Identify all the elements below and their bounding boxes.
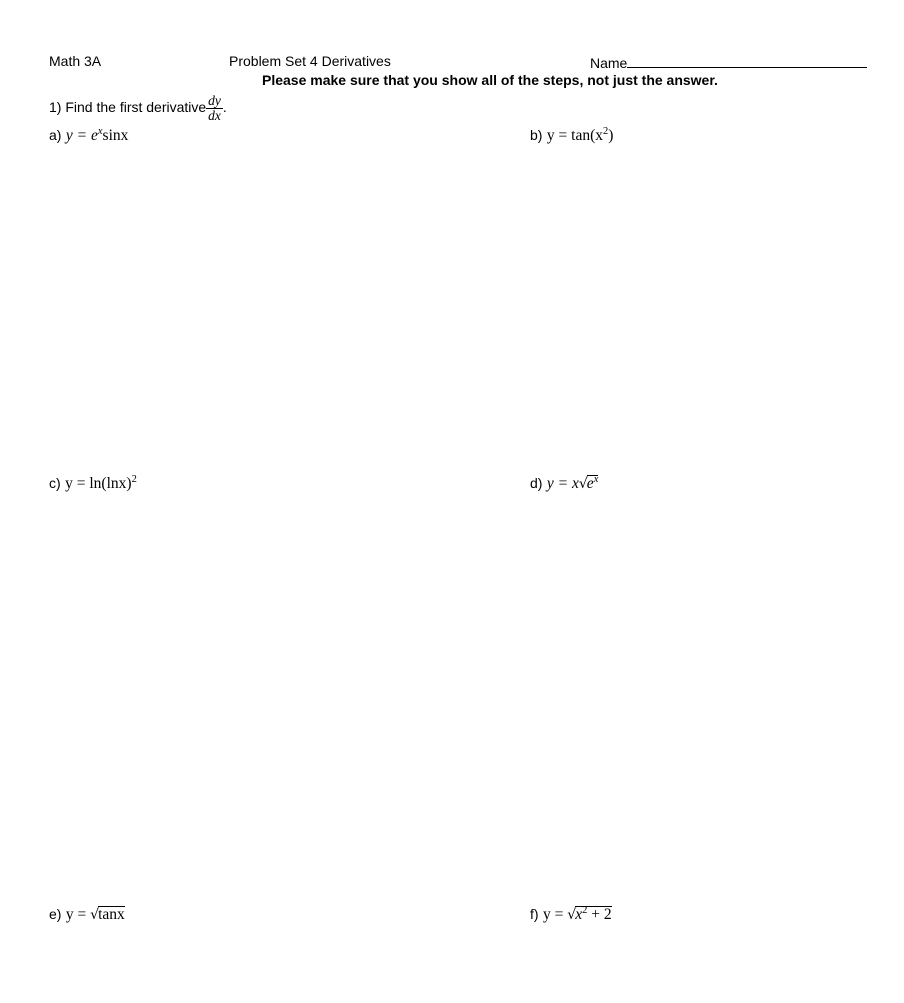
frac-numerator: dy [208,92,221,108]
frac-denominator: dx [208,107,221,123]
problem-c [49,475,137,493]
problem-c-eq-text: y = ln(lnx) [65,475,132,492]
problem-a-exponent: x [97,126,103,137]
problem-d-equation [547,475,598,492]
problem-d-rad-exponent: x [593,474,599,485]
problem-f-eq-text: y = [543,906,568,923]
sqrt-icon: √ [567,907,577,923]
name-label: Name [590,55,628,71]
problem-b-tail: ) [608,127,614,144]
problem-d [530,475,598,493]
problem-f-label: f) [530,906,539,922]
problem-d-label: d) [530,475,543,491]
instructions: Please make sure that you show all of the steps, not just the answer. [262,72,718,88]
problem-b-label: b) [530,127,543,143]
problem-d-eq-text: y = x [546,475,579,492]
problem-b-exponent: 2 [603,126,609,137]
question-text: 1) Find the first derivative [49,99,207,115]
problem-e-label: e) [49,906,62,922]
problem-e-radicand: tanx [98,906,125,923]
dy-dx-fraction [206,94,223,123]
problem-c-equation [65,475,137,492]
problem-d-rad-base: e [586,475,594,492]
problem-b-equation [547,127,614,144]
problem-d-radicand [587,475,599,491]
question-prompt [49,92,227,123]
problem-c-exponent: 2 [131,474,137,485]
problem-a-label: a) [49,127,62,143]
sqrt-icon: √ [578,476,588,492]
problem-b [530,127,613,145]
problem-f-rad-exponent: 2 [582,905,588,916]
problem-b-eq-text: y = tan(x [546,127,603,144]
problem-f [530,906,612,924]
problem-f-radicand [575,906,611,922]
name-field [590,53,867,71]
problem-a [49,127,128,145]
course-title: Math 3A [49,53,102,69]
problem-a-tail: sinx [102,127,129,144]
name-blank-line [627,53,867,68]
problem-set-title: Problem Set 4 Derivatives [229,53,391,69]
problem-f-rad-tail: + 2 [587,906,612,923]
problem-f-rad-base: x [575,906,583,923]
problem-e [49,906,125,924]
problem-a-eq-text: y = e [65,127,98,144]
frac-period: . [222,99,227,115]
sqrt-icon: √ [90,907,100,923]
problem-f-equation [543,906,612,923]
problem-c-label: c) [49,475,61,491]
problem-e-eq-text: y = [65,906,91,923]
problem-a-equation [66,127,128,144]
problem-e-equation [66,906,125,923]
